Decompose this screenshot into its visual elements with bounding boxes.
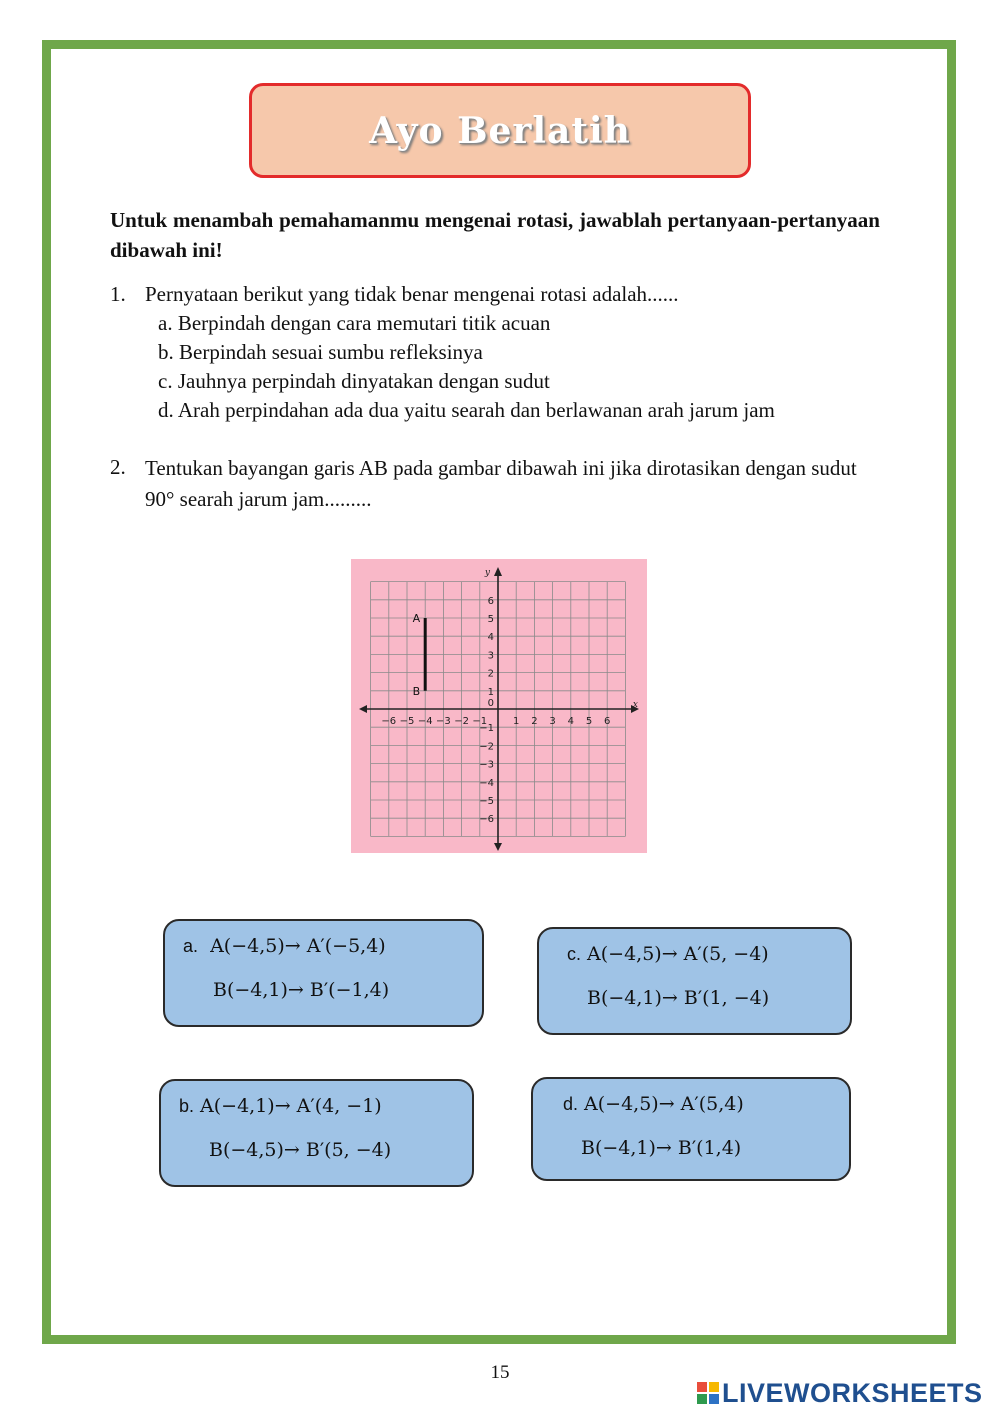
y-axis-label: y — [484, 568, 490, 578]
x-tick-label: −4 — [417, 716, 433, 727]
answer-label: c. — [567, 944, 582, 964]
x-tick-label: 3 — [549, 716, 556, 727]
x-tick-label: −3 — [436, 716, 451, 727]
answer-card-c[interactable] — [537, 927, 852, 1035]
origin-label: 0 — [487, 698, 494, 709]
x-tick-label: −5 — [399, 716, 415, 727]
y-tick-label: −3 — [479, 759, 494, 771]
x-tick-label: 1 — [513, 716, 520, 727]
y-tick-label: −2 — [479, 741, 494, 753]
x-tick-label: −1 — [472, 716, 488, 727]
instructions: Untuk menambah pemahamanmu mengenai rotasi, jawablah pertanyaan-pertanyaan dibawah ini! — [110, 208, 880, 262]
option-c: c. Jauhnya perpindah dinyatakan dengan sudut — [158, 369, 550, 393]
y-tick-label: −1 — [479, 723, 494, 735]
option-list — [158, 309, 890, 425]
coordinate-graph — [351, 559, 647, 853]
answer-line-1: c. A(−4,5)→ A′(5, −4) — [567, 943, 769, 965]
x-tick-label: 2 — [531, 716, 538, 727]
question-number: 1. — [110, 282, 126, 306]
answer-line-1: d. A(−4,5)→ A′(5,4) — [563, 1093, 744, 1115]
y-tick-label: 3 — [487, 650, 494, 662]
x-axis-label: x — [632, 700, 638, 710]
x-tick-label: 5 — [585, 716, 593, 727]
question-number: 2. — [110, 455, 126, 479]
liveworksheets-logo-icon — [697, 1382, 719, 1404]
answer-label: b. — [179, 1096, 195, 1116]
brand-watermark — [697, 1378, 983, 1408]
answer-line-2: B(−4,5)→ B′(5, −4) — [209, 1139, 392, 1161]
answer-line-2: B(−4,1)→ B′(−1,4) — [213, 979, 390, 1001]
brand-name: LIVEWORKSHEETS — [722, 1378, 983, 1408]
graph-background — [351, 559, 647, 853]
answer-line-1: a. A(−4,5)→ A′(−5,4) — [183, 935, 386, 957]
answer-label: d. — [563, 1094, 579, 1114]
y-tick-label: 4 — [487, 632, 494, 644]
answer-line-2: B(−4,1)→ B′(1, −4) — [587, 987, 770, 1009]
answer-card-b[interactable] — [159, 1079, 474, 1187]
answer-card-a[interactable] — [163, 919, 484, 1027]
point-label-a: A — [412, 612, 421, 625]
y-tick-label: −4 — [479, 777, 494, 789]
option-b: b. Berpindah sesuai sumbu refleksinya — [158, 340, 483, 364]
y-tick-label: −6 — [479, 814, 494, 826]
y-tick-label: 1 — [487, 686, 494, 698]
x-tick-label: −2 — [454, 716, 469, 727]
y-tick-label: 2 — [487, 668, 494, 680]
question-1 — [110, 280, 890, 425]
question-2 — [110, 453, 890, 515]
y-tick-label: −5 — [479, 796, 494, 807]
x-tick-label: 6 — [604, 716, 611, 727]
y-tick-label: 5 — [487, 614, 494, 625]
answer-line-1: b. A(−4,1)→ A′(4, −1) — [179, 1095, 382, 1117]
option-a: a. Berpindah dengan cara memutari titik acuan — [158, 311, 551, 335]
y-tick-label: 6 — [487, 595, 494, 607]
answer-line-2: B(−4,1)→ B′(1,4) — [581, 1137, 742, 1159]
page-number: 15 — [490, 1362, 510, 1383]
x-tick-label: −6 — [381, 716, 397, 727]
page-title: Ayo Berlatih — [369, 109, 631, 152]
question-text: Pernyataan berikut yang tidak benar mengenai rotasi adalah...... — [145, 282, 679, 306]
title-banner — [249, 83, 751, 178]
x-tick-label: 4 — [567, 716, 574, 727]
question-text: Tentukan bayangan garis AB pada gambar dibawah ini jika dirotasikan dengan sudut 90° searah jarum jam......... — [145, 456, 857, 511]
option-d: d. Arah perpindahan ada dua yaitu searah dan berlawanan arah jarum jam — [158, 398, 775, 422]
point-label-b: B — [412, 684, 421, 698]
answer-label: a. — [183, 936, 199, 956]
answer-card-d[interactable] — [531, 1077, 851, 1181]
